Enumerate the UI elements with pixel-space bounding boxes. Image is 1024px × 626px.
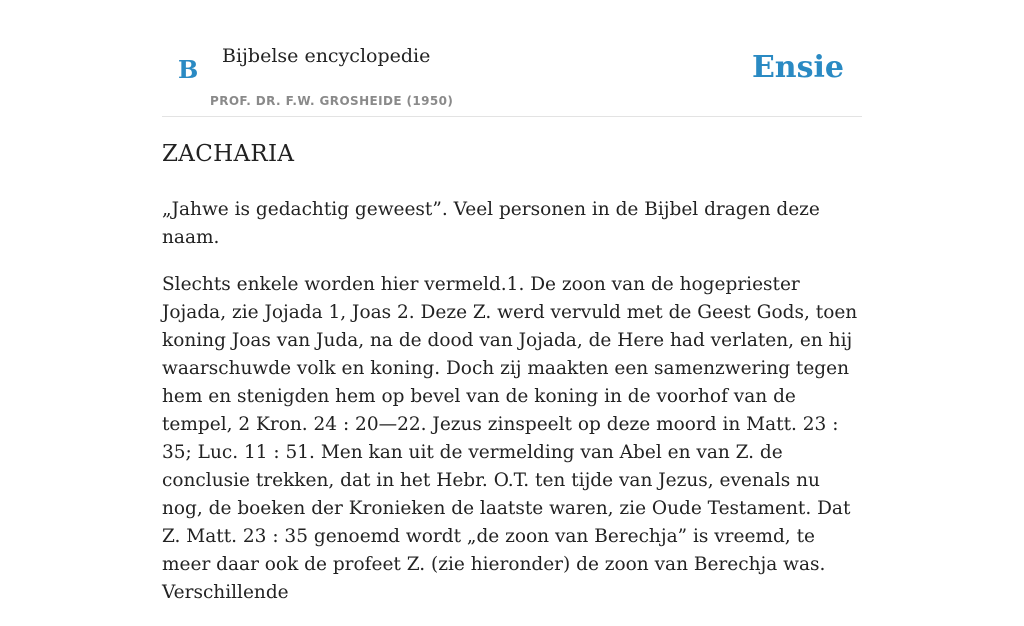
article-intro: „Jahwe is gedachtig geweest”. Veel personen in de Bijbel dragen deze naam. [162, 199, 820, 248]
site-header [162, 0, 862, 117]
brand-logo[interactable]: Ensie [751, 50, 844, 85]
article-title: ZACHARIA [162, 141, 295, 167]
author-label: PROF. DR. F.W. GROSHEIDE (1950) [210, 94, 454, 108]
work-logo[interactable]: B [178, 55, 199, 84]
article-body: Slechts enkele worden hier vermeld.1. De zoon van de hogepriester Jojada, zie Jojada 1, Joas 2. Deze Z. werd vervuld met de Geest Gods, toen koning Joas van Juda, na de dood van Jojada, de Here had verlaten, en hij waarschuwde volk en koning. Doch zij maakten een samenzwering tegen hem en stenigden hem op bevel van de koning in de voorhof van de tempel, 2 Kron. 24 : 20—22. Jezus zinspeelt op deze moord in Matt. 23 : 35; Luc. 11 : 51. Men kan uit de vermelding van Abel en van Z. de conclusie trekken, dat in het Hebr. O.T. ten tijde van Jezus, evenals nu nog, de boeken der Kronieken de laatste waren, zie Oude Testament. Dat Z. Matt. 23 : 35 genoemd wordt „de zoon van Berechja” is vreemd, te meer daar ook de profeet Z. (zie hieronder) de zoon van Berechja was. Verschillende [162, 274, 858, 603]
work-title[interactable]: Bijbelse encyclopedie [222, 45, 431, 67]
article [162, 138, 862, 626]
